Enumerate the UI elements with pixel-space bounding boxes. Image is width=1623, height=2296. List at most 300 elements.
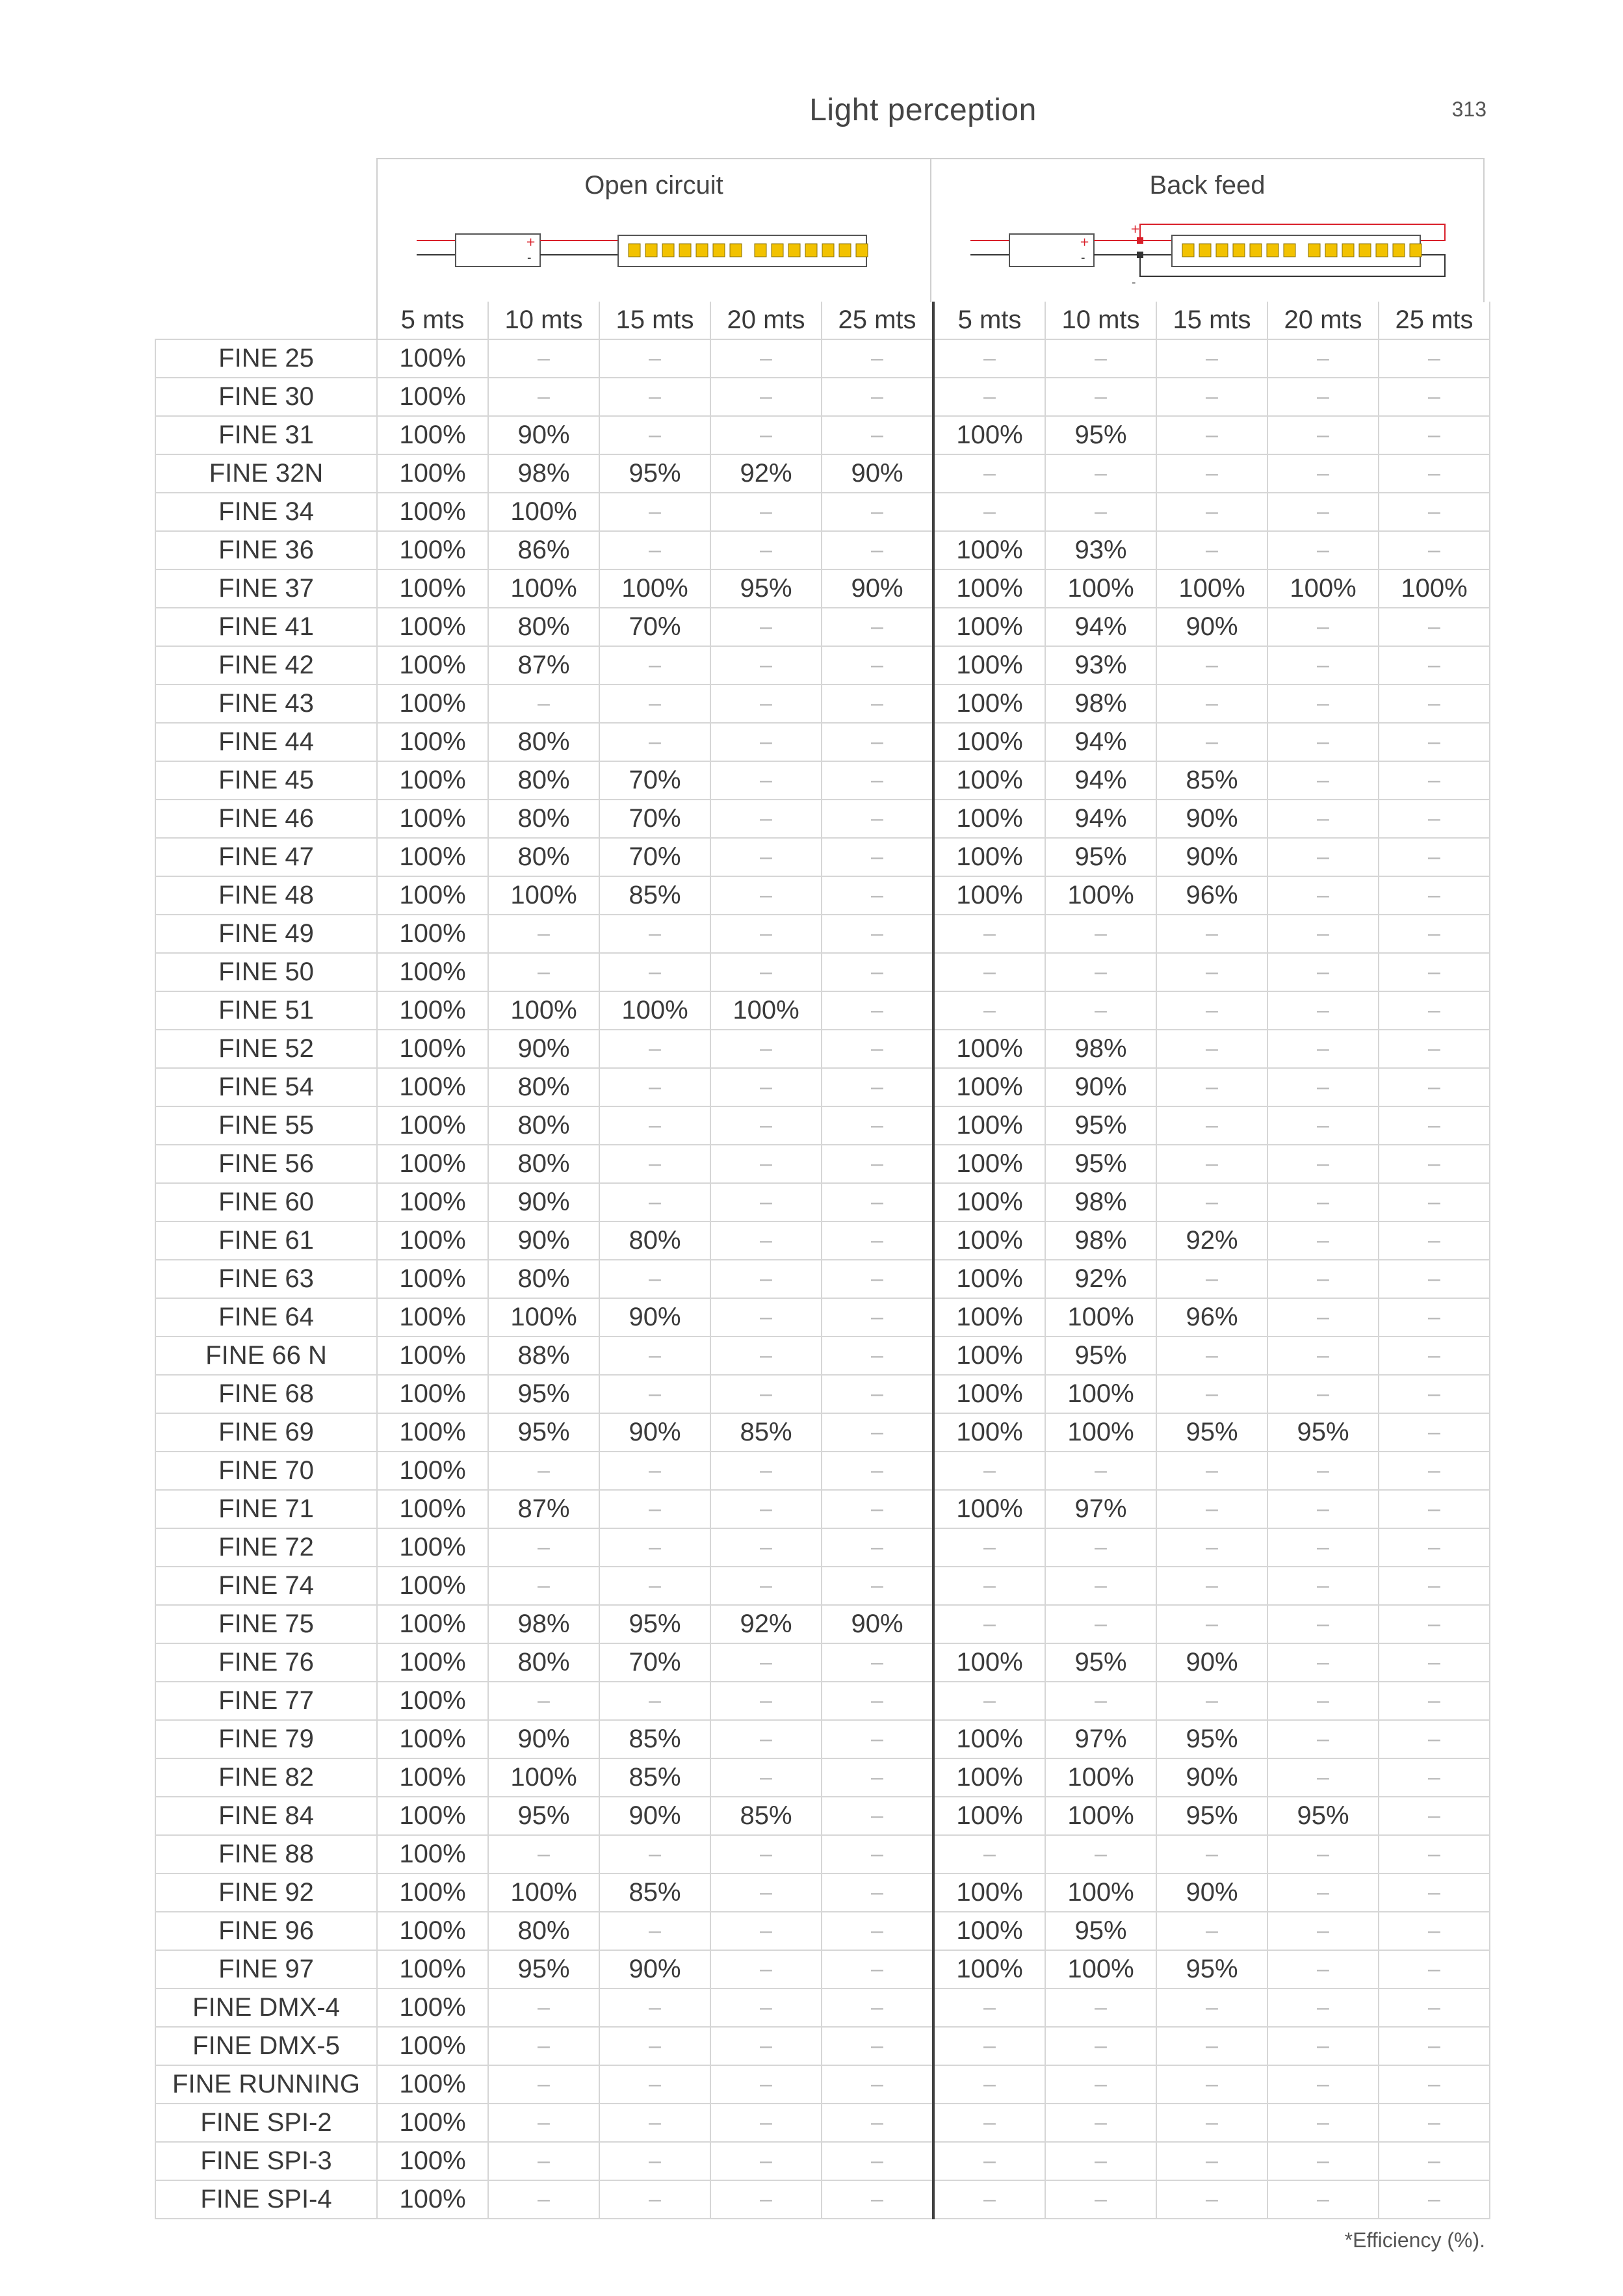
efficiency-cell: – <box>1267 1567 1379 1605</box>
efficiency-cell: – <box>1267 454 1379 493</box>
efficiency-cell: 95% <box>710 569 822 608</box>
efficiency-cell: – <box>1379 1643 1490 1682</box>
efficiency-cell: – <box>1379 723 1490 761</box>
efficiency-cell: 100% <box>377 2142 488 2180</box>
efficiency-cell: 100% <box>377 1950 488 1989</box>
efficiency-cell: – <box>822 493 933 531</box>
efficiency-cell: 100% <box>933 1298 1045 1337</box>
efficiency-cell: – <box>1156 1452 1267 1490</box>
led-chip <box>696 244 708 257</box>
table-row <box>155 761 1490 800</box>
product-name-cell: FINE SPI-4 <box>155 2180 377 2219</box>
efficiency-cell: – <box>933 1452 1045 1490</box>
efficiency-cell: – <box>710 339 822 378</box>
product-name-cell: FINE 49 <box>155 915 377 953</box>
efficiency-cell: 100% <box>933 416 1045 454</box>
efficiency-cell: – <box>488 953 599 991</box>
efficiency-cell: 100% <box>599 569 710 608</box>
table-row <box>155 493 1490 531</box>
efficiency-cell: 100% <box>1045 1797 1156 1835</box>
efficiency-cell: – <box>1156 685 1267 723</box>
efficiency-cell: 95% <box>1267 1413 1379 1452</box>
efficiency-cell: – <box>822 1375 933 1413</box>
table-row <box>155 1989 1490 2027</box>
efficiency-cell: 94% <box>1045 723 1156 761</box>
efficiency-cell: – <box>1045 1989 1156 2027</box>
efficiency-cell: – <box>1379 1605 1490 1643</box>
efficiency-cell: 100% <box>377 2027 488 2065</box>
table-row <box>155 378 1490 416</box>
efficiency-cell: 100% <box>488 1758 599 1797</box>
efficiency-cell: – <box>822 876 933 915</box>
efficiency-cell: – <box>1156 1605 1267 1643</box>
efficiency-cell: 90% <box>488 1221 599 1260</box>
led-chip <box>822 244 834 257</box>
efficiency-cell: 95% <box>488 1950 599 1989</box>
efficiency-cell: – <box>599 1528 710 1567</box>
efficiency-cell: – <box>822 915 933 953</box>
efficiency-cell: – <box>1379 1720 1490 1758</box>
efficiency-cell: – <box>1156 1068 1267 1106</box>
efficiency-cell: – <box>488 378 599 416</box>
efficiency-cell: 100% <box>377 800 488 838</box>
efficiency-cell: – <box>822 1490 933 1528</box>
efficiency-cell: 90% <box>1156 1873 1267 1912</box>
efficiency-cell: – <box>1156 1989 1267 2027</box>
efficiency-cell: 85% <box>710 1797 822 1835</box>
efficiency-cell: – <box>822 1989 933 2027</box>
efficiency-cell: 90% <box>1156 838 1267 876</box>
efficiency-cell: – <box>822 1145 933 1183</box>
efficiency-cell: 85% <box>599 876 710 915</box>
efficiency-cell: 90% <box>599 1950 710 1989</box>
efficiency-cell: – <box>710 838 822 876</box>
efficiency-cell: 100% <box>933 608 1045 646</box>
efficiency-cell: – <box>1379 493 1490 531</box>
efficiency-cell: 70% <box>599 1643 710 1682</box>
efficiency-cell: 100% <box>377 1452 488 1490</box>
efficiency-cell: – <box>1045 991 1156 1030</box>
efficiency-cell: – <box>1156 1912 1267 1950</box>
table-row <box>155 1490 1490 1528</box>
efficiency-cell: – <box>599 1375 710 1413</box>
efficiency-cell: – <box>822 608 933 646</box>
efficiency-cell: 100% <box>1045 1375 1156 1413</box>
efficiency-cell: 100% <box>377 1912 488 1950</box>
back-feed-title: Back feed <box>1149 171 1266 200</box>
efficiency-cell: 87% <box>488 646 599 685</box>
efficiency-cell: 80% <box>488 761 599 800</box>
efficiency-cell: 100% <box>933 1413 1045 1452</box>
efficiency-cell: – <box>1045 2104 1156 2142</box>
efficiency-cell: – <box>1379 2104 1490 2142</box>
efficiency-cell: – <box>822 800 933 838</box>
column-header: 5 mts <box>377 302 488 339</box>
led-chip <box>788 244 800 257</box>
efficiency-cell: 98% <box>1045 1030 1156 1068</box>
led-chip <box>1342 244 1354 257</box>
efficiency-cell: – <box>1267 1030 1379 1068</box>
efficiency-cell: 80% <box>488 1106 599 1145</box>
led-chip <box>1233 244 1245 257</box>
efficiency-cell: 86% <box>488 531 599 569</box>
efficiency-cell: – <box>933 991 1045 1030</box>
efficiency-cell: 85% <box>599 1720 710 1758</box>
efficiency-cell: 100% <box>377 1068 488 1106</box>
efficiency-cell: – <box>1156 531 1267 569</box>
efficiency-cell: – <box>1045 1682 1156 1720</box>
efficiency-cell: – <box>1379 1873 1490 1912</box>
efficiency-cell: 95% <box>1045 1912 1156 1950</box>
efficiency-cell: 100% <box>377 1989 488 2027</box>
efficiency-cell: – <box>1156 2142 1267 2180</box>
efficiency-cell: 100% <box>377 1567 488 1605</box>
efficiency-cell: – <box>710 1643 822 1682</box>
table-row <box>155 454 1490 493</box>
efficiency-cell: 100% <box>488 876 599 915</box>
efficiency-cell: 90% <box>1156 800 1267 838</box>
efficiency-cell: – <box>710 685 822 723</box>
efficiency-cell: – <box>599 1260 710 1298</box>
efficiency-cell: 100% <box>377 761 488 800</box>
svg-text:-: - <box>1081 251 1085 265</box>
efficiency-cell: – <box>822 1068 933 1106</box>
efficiency-cell: – <box>1267 1950 1379 1989</box>
efficiency-cell: 100% <box>377 1375 488 1413</box>
efficiency-cell: – <box>933 953 1045 991</box>
efficiency-cell: 100% <box>933 838 1045 876</box>
efficiency-cell: – <box>710 608 822 646</box>
efficiency-cell: – <box>822 1797 933 1835</box>
efficiency-cell: 95% <box>1156 1413 1267 1452</box>
product-name-cell: FINE 70 <box>155 1452 377 1490</box>
efficiency-cell: – <box>1379 1337 1490 1375</box>
efficiency-cell: 100% <box>933 800 1045 838</box>
efficiency-cell: – <box>710 1068 822 1106</box>
page-title: Light perception <box>809 93 1037 127</box>
efficiency-cell: – <box>599 2142 710 2180</box>
product-name-cell: FINE DMX-5 <box>155 2027 377 2065</box>
efficiency-cell: – <box>1156 1490 1267 1528</box>
efficiency-cell: – <box>1156 915 1267 953</box>
efficiency-cell: – <box>1045 2065 1156 2104</box>
efficiency-cell: 80% <box>599 1221 710 1260</box>
efficiency-cell: 100% <box>377 608 488 646</box>
product-name-cell: FINE 50 <box>155 953 377 991</box>
efficiency-cell: 100% <box>377 1413 488 1452</box>
product-name-cell: FINE 31 <box>155 416 377 454</box>
efficiency-cell: – <box>1379 1221 1490 1260</box>
efficiency-cell: – <box>822 1528 933 1567</box>
led-chip <box>1199 244 1211 257</box>
efficiency-cell: – <box>599 531 710 569</box>
led-chip <box>629 244 640 257</box>
efficiency-cell: – <box>1379 915 1490 953</box>
efficiency-cell: – <box>1379 2027 1490 2065</box>
efficiency-cell: 100% <box>377 1605 488 1643</box>
table-row <box>155 991 1490 1030</box>
table-row <box>155 1758 1490 1797</box>
product-name-cell: FINE 54 <box>155 1068 377 1106</box>
efficiency-cell: 100% <box>933 1106 1045 1145</box>
efficiency-cell: – <box>1267 608 1379 646</box>
product-name-cell: FINE 88 <box>155 1835 377 1873</box>
efficiency-cell: – <box>1267 1873 1379 1912</box>
efficiency-cell: – <box>1379 1068 1490 1106</box>
efficiency-cell: – <box>710 1337 822 1375</box>
efficiency-cell: 100% <box>377 1797 488 1835</box>
led-chip <box>1410 244 1422 257</box>
efficiency-cell: 95% <box>488 1375 599 1413</box>
efficiency-cell: – <box>933 2180 1045 2219</box>
efficiency-cell: 100% <box>933 876 1045 915</box>
efficiency-cell: – <box>710 876 822 915</box>
efficiency-cell: 100% <box>1045 876 1156 915</box>
efficiency-cell: 100% <box>377 2065 488 2104</box>
efficiency-cell: – <box>1379 991 1490 1030</box>
table-row <box>155 569 1490 608</box>
efficiency-cell: – <box>822 378 933 416</box>
efficiency-cell: 95% <box>1045 838 1156 876</box>
efficiency-cell: 100% <box>488 493 599 531</box>
efficiency-cell: – <box>710 1452 822 1490</box>
efficiency-cell: 100% <box>377 2180 488 2219</box>
efficiency-cell: – <box>1045 1528 1156 1567</box>
efficiency-cell: – <box>710 1989 822 2027</box>
efficiency-cell: 90% <box>488 1720 599 1758</box>
efficiency-cell: – <box>599 723 710 761</box>
efficiency-cell: – <box>1267 2142 1379 2180</box>
efficiency-cell: 85% <box>1156 761 1267 800</box>
efficiency-cell: – <box>1379 608 1490 646</box>
efficiency-cell: 93% <box>1045 531 1156 569</box>
efficiency-cell: – <box>488 2027 599 2065</box>
table-row <box>155 1413 1490 1452</box>
efficiency-cell: – <box>1045 1567 1156 1605</box>
efficiency-cell: 95% <box>1045 416 1156 454</box>
product-name-cell: FINE 97 <box>155 1950 377 1989</box>
efficiency-cell: 100% <box>933 531 1045 569</box>
efficiency-cell: – <box>1045 378 1156 416</box>
efficiency-cell: – <box>1267 1605 1379 1643</box>
efficiency-cell: – <box>599 646 710 685</box>
efficiency-cell: – <box>822 1720 933 1758</box>
efficiency-cell: – <box>822 1221 933 1260</box>
product-name-cell: FINE 45 <box>155 761 377 800</box>
led-chip <box>662 244 674 257</box>
efficiency-cell: 100% <box>933 1145 1045 1183</box>
svg-text:+: + <box>526 235 536 249</box>
efficiency-cell: – <box>599 416 710 454</box>
efficiency-cell: 94% <box>1045 761 1156 800</box>
table-row <box>155 339 1490 378</box>
efficiency-cell: – <box>599 1145 710 1183</box>
table-row <box>155 876 1490 915</box>
efficiency-cell: 90% <box>1156 608 1267 646</box>
efficiency-cell: – <box>1267 493 1379 531</box>
efficiency-cell: – <box>710 2104 822 2142</box>
efficiency-cell: – <box>488 2104 599 2142</box>
efficiency-cell: 70% <box>599 800 710 838</box>
table-row <box>155 1720 1490 1758</box>
efficiency-cell: 90% <box>822 569 933 608</box>
open-circuit-wiring-diagram <box>417 221 898 280</box>
efficiency-cell: 100% <box>933 761 1045 800</box>
efficiency-cell: 90% <box>1156 1758 1267 1797</box>
product-name-cell: FINE 60 <box>155 1183 377 1221</box>
efficiency-cell: – <box>822 1682 933 1720</box>
efficiency-cell: 100% <box>377 2104 488 2142</box>
efficiency-cell: – <box>710 1221 822 1260</box>
efficiency-cell: – <box>1379 1989 1490 2027</box>
efficiency-cell: – <box>710 1912 822 1950</box>
efficiency-cell: – <box>822 339 933 378</box>
efficiency-cell: – <box>1379 1682 1490 1720</box>
efficiency-cell: 80% <box>488 800 599 838</box>
efficiency-cell: – <box>710 915 822 953</box>
efficiency-cell: – <box>1379 1452 1490 1490</box>
efficiency-cell: – <box>599 339 710 378</box>
efficiency-cell: – <box>599 1068 710 1106</box>
efficiency-cell: 95% <box>1045 1337 1156 1375</box>
efficiency-cell: – <box>1045 1605 1156 1643</box>
product-name-cell: FINE 66 N <box>155 1337 377 1375</box>
efficiency-cell: – <box>1267 1758 1379 1797</box>
efficiency-cell: 95% <box>1156 1797 1267 1835</box>
efficiency-cell: – <box>1267 339 1379 378</box>
table-row <box>155 1452 1490 1490</box>
efficiency-cell: – <box>599 378 710 416</box>
table-row <box>155 1068 1490 1106</box>
efficiency-cell: – <box>1379 1145 1490 1183</box>
efficiency-cell: – <box>822 1873 933 1912</box>
product-name-cell: FINE 76 <box>155 1643 377 1682</box>
efficiency-cell: 100% <box>377 876 488 915</box>
efficiency-cell: 100% <box>377 1337 488 1375</box>
efficiency-cell: 87% <box>488 1490 599 1528</box>
efficiency-cell: – <box>1379 1912 1490 1950</box>
product-name-cell: FINE 30 <box>155 378 377 416</box>
led-chip <box>1325 244 1337 257</box>
efficiency-cell: – <box>1267 991 1379 1030</box>
back-feed-wiring-diagram <box>970 221 1451 293</box>
efficiency-cell: – <box>1379 1375 1490 1413</box>
efficiency-cell: 100% <box>933 1720 1045 1758</box>
efficiency-cell: – <box>822 1106 933 1145</box>
table-row <box>155 1183 1490 1221</box>
efficiency-cell: – <box>599 915 710 953</box>
efficiency-cell: – <box>1267 876 1379 915</box>
efficiency-cell: 100% <box>933 1873 1045 1912</box>
product-name-cell: FINE 55 <box>155 1106 377 1145</box>
efficiency-cell: – <box>1267 2065 1379 2104</box>
table-row <box>155 1567 1490 1605</box>
efficiency-cell: 100% <box>933 1221 1045 1260</box>
table-row <box>155 1030 1490 1068</box>
efficiency-cell: – <box>822 1260 933 1298</box>
efficiency-cell: – <box>1379 2065 1490 2104</box>
efficiency-cell: 98% <box>1045 1183 1156 1221</box>
product-name-cell: FINE 61 <box>155 1221 377 1260</box>
efficiency-cell: 100% <box>377 569 488 608</box>
efficiency-cell: – <box>1267 953 1379 991</box>
efficiency-cell: – <box>1267 1298 1379 1337</box>
efficiency-cell: – <box>1156 991 1267 1030</box>
efficiency-cell: 100% <box>933 569 1045 608</box>
open-circuit-title: Open circuit <box>584 171 723 200</box>
efficiency-cell: 90% <box>822 1605 933 1643</box>
efficiency-cell: – <box>1379 1835 1490 1873</box>
product-name-cell: FINE 48 <box>155 876 377 915</box>
efficiency-cell: 92% <box>710 1605 822 1643</box>
efficiency-cell: – <box>599 1989 710 2027</box>
efficiency-cell: 100% <box>377 685 488 723</box>
efficiency-cell: 100% <box>377 1682 488 1720</box>
efficiency-cell: 80% <box>488 1260 599 1298</box>
efficiency-cell: 96% <box>1156 1298 1267 1337</box>
efficiency-cell: 100% <box>377 1030 488 1068</box>
efficiency-cell: – <box>822 416 933 454</box>
efficiency-cell: 100% <box>1045 1950 1156 1989</box>
efficiency-cell: – <box>1379 1950 1490 1989</box>
efficiency-cell: – <box>1156 416 1267 454</box>
efficiency-cell: – <box>1267 1682 1379 1720</box>
led-chip <box>645 244 657 257</box>
led-chip <box>1250 244 1262 257</box>
efficiency-cell: – <box>710 1873 822 1912</box>
efficiency-cell: – <box>1379 800 1490 838</box>
efficiency-cell: – <box>1267 1183 1379 1221</box>
efficiency-cell: 95% <box>1267 1797 1379 1835</box>
efficiency-cell: 100% <box>933 1950 1045 1989</box>
efficiency-cell: – <box>822 1030 933 1068</box>
efficiency-cell: – <box>933 1835 1045 1873</box>
efficiency-cell: – <box>933 378 1045 416</box>
efficiency-cell: – <box>710 953 822 991</box>
back-feed-header <box>930 158 1485 302</box>
efficiency-cell: – <box>488 1835 599 1873</box>
efficiency-cell: – <box>488 1452 599 1490</box>
efficiency-cell: 100% <box>377 416 488 454</box>
product-name-cell: FINE DMX-4 <box>155 1989 377 2027</box>
efficiency-cell: 98% <box>488 454 599 493</box>
product-name-cell: FINE 82 <box>155 1758 377 1797</box>
led-chip <box>713 244 725 257</box>
efficiency-cell: – <box>822 1413 933 1452</box>
efficiency-cell: – <box>488 1567 599 1605</box>
table-header-row <box>155 302 1490 339</box>
efficiency-cell: – <box>1156 454 1267 493</box>
efficiency-cell: – <box>822 953 933 991</box>
efficiency-cell: 95% <box>488 1413 599 1452</box>
efficiency-cell: – <box>933 2065 1045 2104</box>
efficiency-cell: – <box>1156 1375 1267 1413</box>
efficiency-cell: 100% <box>377 953 488 991</box>
efficiency-cell: – <box>822 1643 933 1682</box>
table-row <box>155 1873 1490 1912</box>
product-name-cell: FINE 44 <box>155 723 377 761</box>
table-row <box>155 646 1490 685</box>
svg-text:-: - <box>527 251 532 265</box>
product-name-cell: FINE 36 <box>155 531 377 569</box>
efficiency-cell: 85% <box>599 1758 710 1797</box>
efficiency-cell: – <box>1045 2027 1156 2065</box>
efficiency-cell: – <box>1267 378 1379 416</box>
efficiency-cell: – <box>1156 723 1267 761</box>
efficiency-cell: – <box>1045 493 1156 531</box>
efficiency-cell: 95% <box>599 454 710 493</box>
product-name-cell: FINE 84 <box>155 1797 377 1835</box>
